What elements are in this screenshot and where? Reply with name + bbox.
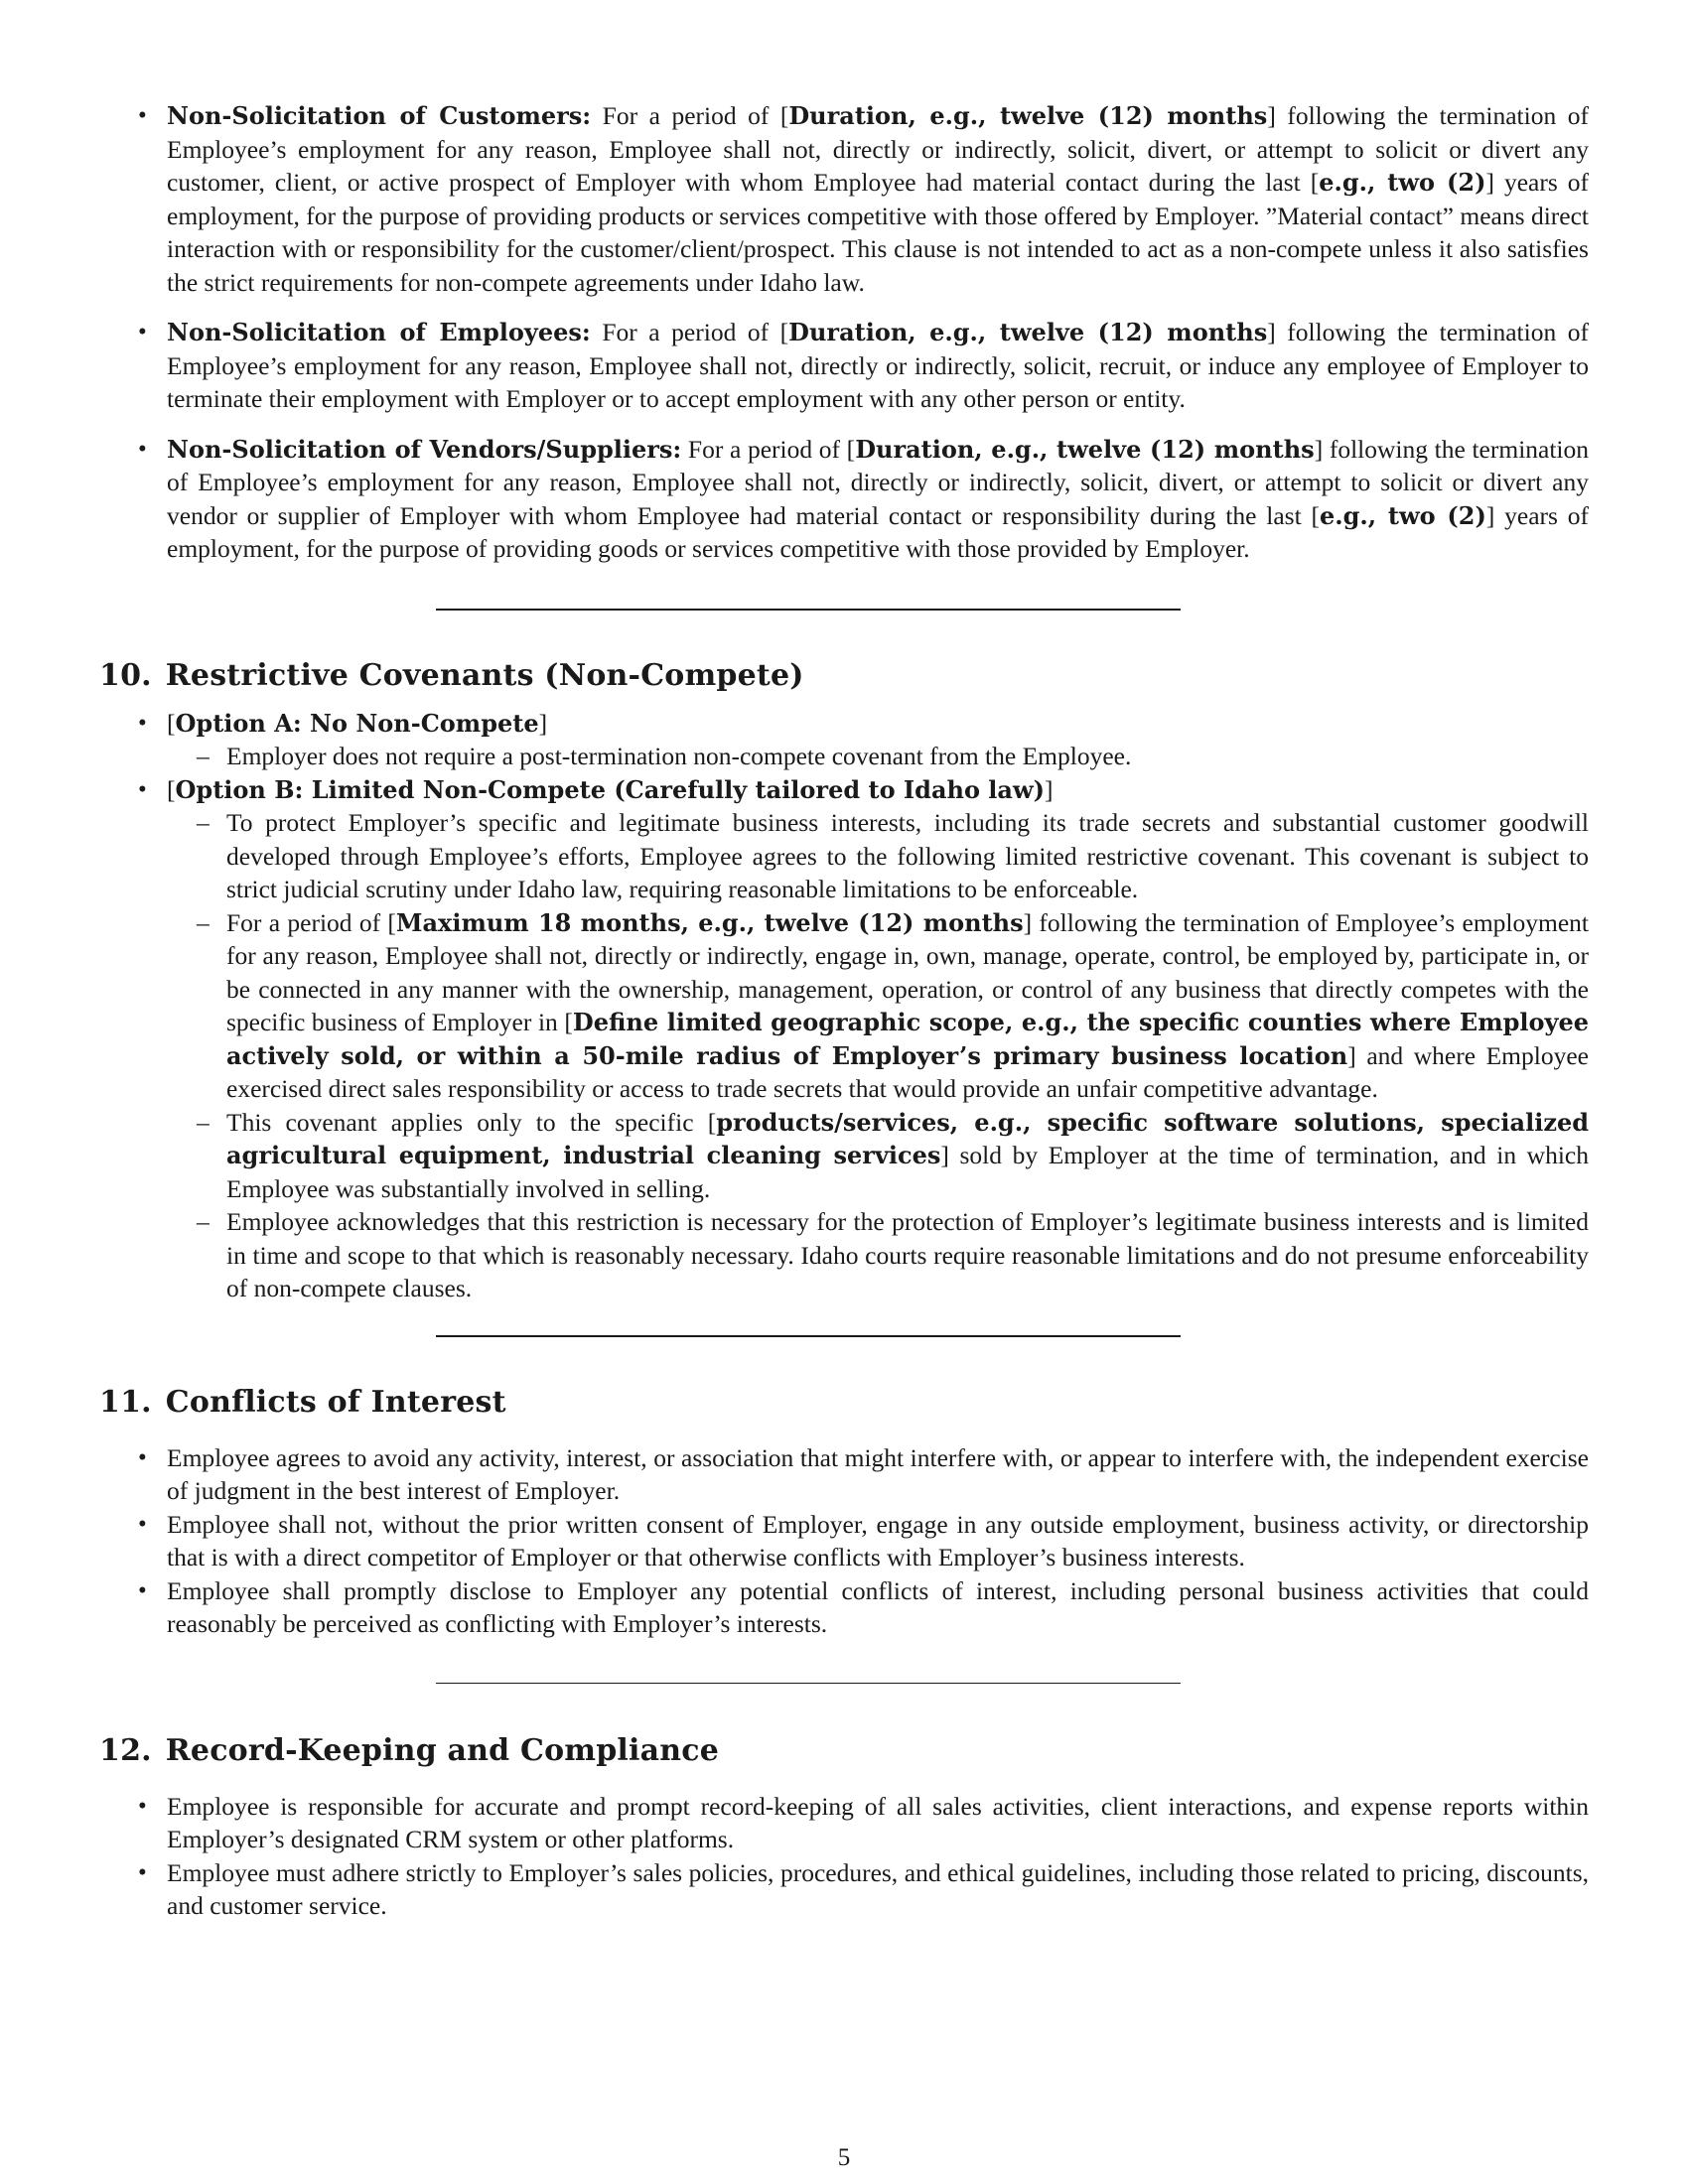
clause-label: Non-Solicitation of Customers:	[167, 101, 592, 130]
non-solicitation-customers: • Non-Solicitation of Customers: For a period of [Duration, e.g., twelve (12) months] following the termination of Employee’s employment for any reason, Employee shall not, directly or indirectly, solicit, divert, or attempt to solicit or divert any customer, client, or active prospect of Employer with whom Employee had material contact during the last [e.g., two (2)] years of employment, for the purpose of providing products or services competitive with those offered by Employer. ”Material contact” means direct interaction with or responsibility for the customer/client/prospect. This clause is not intended to act as a non-compete unless it also satisfies the strict requirements for non-compete agreements under Idaho law.	[167, 99, 1589, 299]
list-item: • Employee agrees to avoid any activity, interest, or association that might interfere with, or appear to interfere with, the independent exercise of judgment in the best interest of Employer.	[167, 1441, 1589, 1508]
clause-label: Non-Solicitation of Vendors/Suppliers:	[167, 434, 682, 464]
option-b-duration-scope: – For a period of [Maximum 18 months, e.g., twelve (12) months] following the termination of Employee’s employment for any reason, Employee shall not, directly or indirectly, engage in, own, manage, operate, control, be employed by, participate in, or be connected in any manner with the ownership, management, operation, or control of any business that directly competes with the specific business of Employer in [Define limited geographic scope, e.g., the specific counties where Employee actively sold, or within a 50-mile radius of Employer’s primary business location] and where Employee exercised direct sales responsibility or access to trade secrets that would provide an unfair competitive advantage.	[226, 906, 1589, 1106]
option-a: • [Option A: No Non-Compete] – Employer does not require a post-termination non-compete covenant from the Employee.	[167, 707, 1589, 773]
non-solicitation-vendors: • Non-Solicitation of Vendors/Suppliers: For a period of [Duration, e.g., twelve (12) months] following the termination of Employee’s employment for any reason, Employee shall not, directly or indirectly, solicit, divert, or attempt to solicit or divert any vendor or supplier of Employer with whom Employee had material contact or responsibility during the last [e.g., two (2)] years of employment, for the purpose of providing goods or services competitive with those provided by Employer.	[167, 433, 1589, 566]
record-keeping-list	[167, 1790, 1589, 1923]
section-divider	[436, 1335, 1181, 1337]
option-b-details	[107, 806, 1589, 1305]
non-solicitation-list	[167, 99, 1589, 566]
section-heading-10: 10. Restrictive Covenants (Non-Compete)	[99, 657, 804, 693]
non-compete-options	[167, 707, 1589, 1305]
option-b-acknowledgement: – Employee acknowledges that this restriction is necessary for the protection of Employer’s legitimate business interests and is limited in time and scope to that which is reasonably necessary. Idaho courts require reasonable limitations and do not presume enforceability of non-compete clauses.	[226, 1205, 1589, 1305]
clause-label: Non-Solicitation of Employees:	[167, 318, 591, 346]
list-item: • Employee shall promptly disclose to Employer any potential conflicts of interest, including personal business activities that could reasonably be perceived as conflicting with Employer’s interests.	[167, 1574, 1589, 1641]
conflicts-list	[167, 1441, 1589, 1641]
option-b: • [Option B: Limited Non-Compete (Carefully tailored to Idaho law)] – To protect Employer’s specific and legitimate business interests, including its trade secrets and substantial customer goodwill developed through Employee’s efforts, Employee agrees to the following limited restrictive covenant. This covenant is subject to strict judicial scrutiny under Idaho law, requiring reasonable limitations to be enforceable. – For a period of [Maximum 18 months, e.g., twelve (12) months] following the termination of Employee’s employment for any reason, Employee shall not, directly or indirectly, engage in, own, manage, operate, control, be employed by, participate in, or be connected in any manner with the ownership, management, operation, or control of any business that directly competes with the specific business of Employer in [Define limited geographic scope, e.g., the specific counties where Employee actively sold, or within a 50-mile radius of Employer’s primary business location] and where Employee exercised direct sales responsibility or access to trade secrets that would provide an unfair competitive advantage. – This covenant applies only to the specific [products/services, e.g., specific software solutions, specialized agricultural equipment, industrial cleaning services] sold by Employer at the time of termination, and in which Employee was substantially involved in selling. – Employee acknowledges that this restriction is necessary for the protection of Employer’s legitimate business interests and is limited in time and scope to that which is reasonably necessary. Idaho courts require reasonable limitations and do not presume enforceability of non-compete clauses.	[167, 773, 1589, 1305]
section-heading-11: 11. Conflicts of Interest	[99, 1384, 506, 1420]
option-a-detail: – Employer does not require a post-termination non-compete covenant from the Employee.	[226, 740, 1589, 773]
option-b-products: – This covenant applies only to the specific [products/services, e.g., specific software solutions, specialized agricultural equipment, industrial cleaning services] sold by Employer at the time of termination, and in which Employee was substantially involved in selling.	[226, 1106, 1589, 1206]
page-number: 5	[837, 2144, 851, 2171]
option-a-details	[107, 740, 1589, 773]
list-item: • Employee is responsible for accurate and prompt record-keeping of all sales activities, client interactions, and expense reports within Employer’s designated CRM system or other platforms.	[167, 1790, 1589, 1856]
document-page	[99, 99, 1590, 1923]
list-item: • Employee must adhere strictly to Employer’s sales policies, procedures, and ethical guidelines, including those related to pricing, discounts, and customer service.	[167, 1856, 1589, 1923]
list-item: • Employee shall not, without the prior written consent of Employer, engage in any outside employment, business activity, or directorship that is with a direct competitor of Employer or that otherwise conflicts with Employer’s business interests.	[167, 1508, 1589, 1574]
option-b-purpose: – To protect Employer’s specific and legitimate business interests, including its trade secrets and substantial customer goodwill developed through Employee’s efforts, Employee agrees to the following limited restrictive covenant. This covenant is subject to strict judicial scrutiny under Idaho law, requiring reasonable limitations to be enforceable.	[226, 806, 1589, 906]
section-divider	[436, 609, 1181, 611]
section-divider	[436, 1683, 1181, 1684]
section-heading-12: 12. Record-Keeping and Compliance	[99, 1732, 719, 1768]
non-solicitation-employees: • Non-Solicitation of Employees: For a period of [Duration, e.g., twelve (12) months] following the termination of Employee’s employment for any reason, Employee shall not, directly or indirectly, solicit, recruit, or induce any employee of Employer to terminate their employment with Employer or to accept employment with any other person or entity.	[167, 316, 1589, 416]
